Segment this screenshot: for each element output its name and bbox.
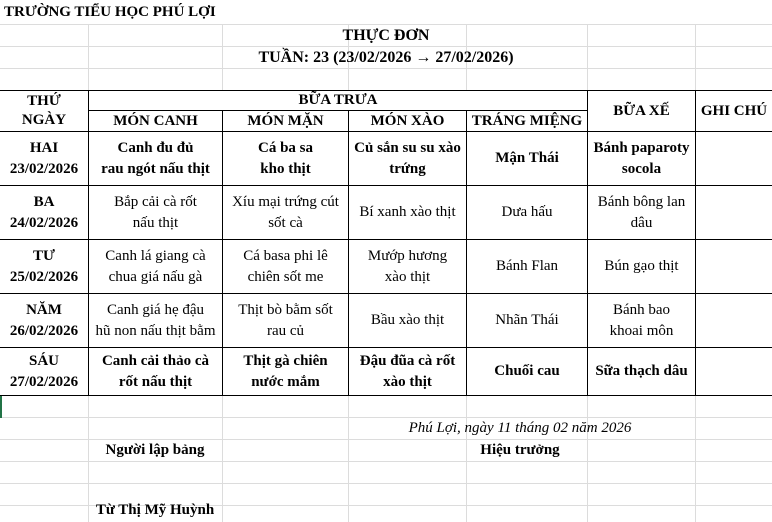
- stirfry-cell: Bí xanh xào thịt: [359, 204, 456, 220]
- date-line: Phú Lợi, ngày 11 tháng 02 năm 2026: [408, 419, 632, 436]
- soup-cell: Canh giá hẹ đậu hũ non nấu thịt bằm: [95, 301, 216, 339]
- header-dessert: TRÁNG MIỆNG: [471, 112, 583, 129]
- header-main-dish: MÓN MẶN: [247, 112, 324, 129]
- dessert-cell: Mận Thái: [495, 150, 559, 166]
- stirfry-cell: Bầu xào thịt: [370, 312, 445, 328]
- note-cell: [696, 240, 772, 293]
- dessert-cell: Bánh Flan: [495, 258, 559, 274]
- grid-line: [348, 395, 349, 522]
- header-snack: BỮA XẾ: [613, 102, 670, 119]
- day-cell: SÁU 27/02/2026: [9, 352, 79, 390]
- grid-line: [695, 395, 696, 522]
- header-soup: MÓN CANH: [113, 112, 198, 129]
- grid-line: [0, 461, 772, 462]
- snack-cell: Bún gạo thịt: [604, 258, 679, 274]
- day-cell: NĂM 26/02/2026: [9, 301, 79, 339]
- stirfry-cell: Củ sắn su su xào trứng: [354, 139, 461, 177]
- soup-cell: Canh cải thảo cà rốt nấu thịt: [101, 352, 210, 390]
- snack-cell: Bánh paparoty socola: [593, 139, 690, 177]
- main-dish-cell: Cá ba sa kho thịt: [257, 139, 313, 177]
- principal-label: Hiệu trưởng: [480, 441, 560, 458]
- main-dish-cell: Xíu mại trứng cút sốt cà: [232, 193, 339, 231]
- grid-line: [0, 68, 772, 69]
- header-note: GHI CHÚ: [700, 102, 768, 119]
- note-cell: [696, 186, 772, 239]
- grid-line: [0, 483, 772, 484]
- preparer-label: Người lập bảng: [105, 441, 205, 458]
- note-cell: [696, 348, 772, 395]
- dessert-cell: Nhãn Thái: [495, 312, 559, 328]
- day-cell: BA 24/02/2026: [9, 193, 79, 231]
- week-range: TUẦN: 23 (23/02/2026 → 27/02/2026): [258, 48, 514, 66]
- soup-cell: Bắp cải cà rốt nấu thịt: [114, 193, 197, 231]
- snack-cell: Bánh bông lan dâu: [597, 193, 686, 231]
- note-cell: [696, 294, 772, 347]
- soup-cell: Canh lá giang cà chua giá nấu gà: [105, 247, 206, 285]
- preparer-name: Từ Thị Mỹ Huỳnh: [95, 501, 215, 518]
- school-name: TRƯỜNG TIỂU HỌC PHÚ LỢI: [4, 4, 216, 20]
- main-dish-cell: Cá basa phi lê chiên sốt me: [243, 247, 328, 285]
- header-stirfry: MÓN XÀO: [370, 112, 445, 129]
- note-cell: [696, 132, 772, 185]
- main-dish-cell: Thịt bò bằm sốt rau củ: [238, 301, 333, 339]
- dessert-cell: Chuối cau: [494, 363, 560, 379]
- header-lunch: BỮA TRƯA: [298, 92, 378, 108]
- dessert-cell: Dưa hấu: [501, 204, 553, 220]
- stirfry-cell: Mướp hương xào thịt: [367, 247, 448, 285]
- soup-cell: Canh đu đủ rau ngót nấu thịt: [101, 139, 210, 177]
- stirfry-cell: Đậu đũa cà rốt xào thịt: [359, 352, 456, 390]
- page-title: THỰC ĐƠN: [342, 26, 430, 44]
- main-dish-cell: Thịt gà chiên nước mắm: [243, 352, 328, 390]
- header-day: THỨ NGÀY: [21, 93, 67, 128]
- active-cell-marker: [0, 396, 2, 418]
- day-cell: HAI 23/02/2026: [9, 139, 79, 177]
- snack-cell: Bánh bao khoai môn: [609, 301, 674, 339]
- table-border: [0, 395, 772, 396]
- snack-cell: Sữa thạch dâu: [595, 363, 688, 379]
- day-cell: TƯ 25/02/2026: [9, 247, 79, 285]
